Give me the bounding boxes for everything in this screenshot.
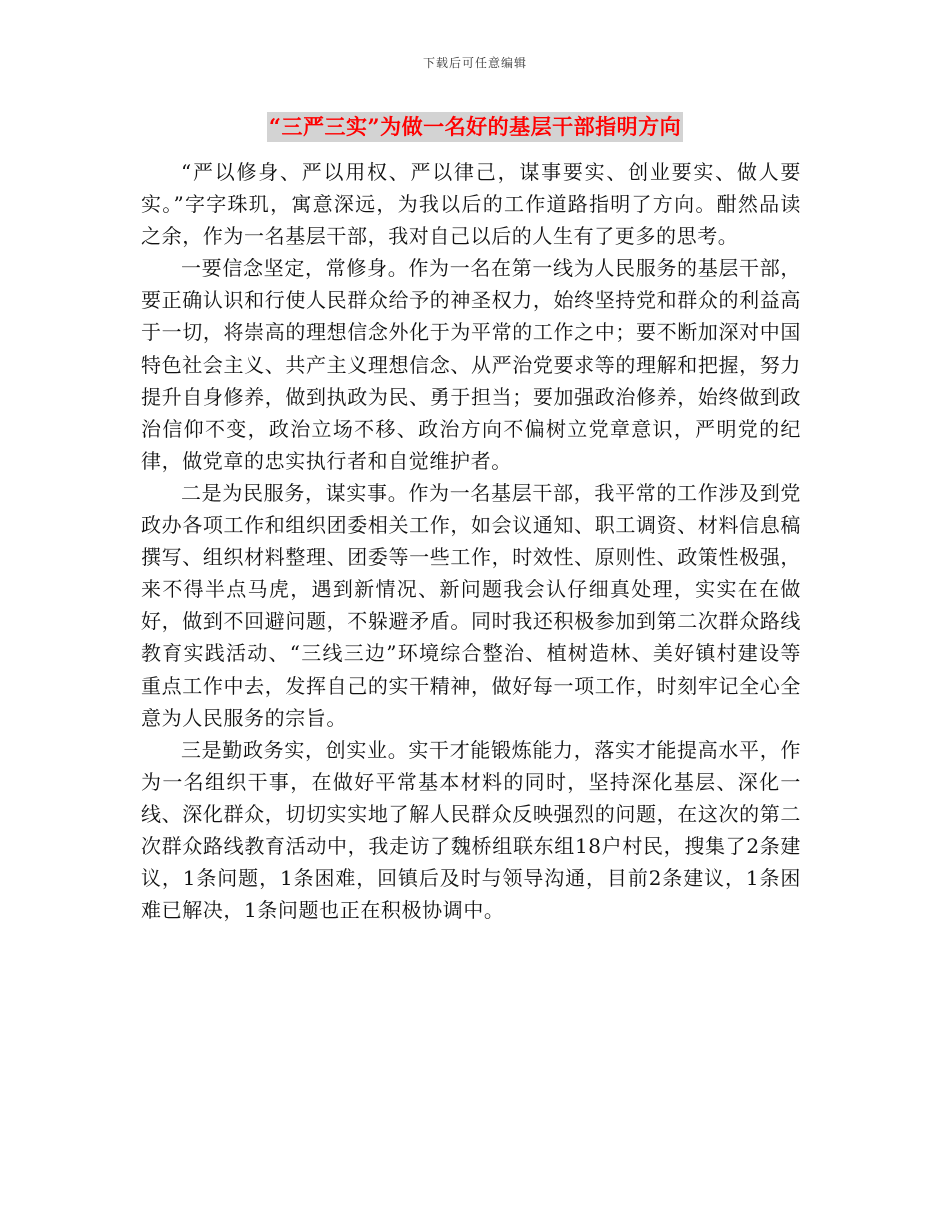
document-body xyxy=(141,156,801,926)
document-title: “三严三实”为做一名好的基层干部指明方向 xyxy=(267,112,683,142)
paragraph-second-point: 二是为民服务，谋实事。作为一名基层干部，我平常的工作涉及到党政办各项工作和组织团委相关工作，如会议通知、职工调资、材料信息稿撰写、组织材料整理、团委等一些工作，时效性、原则性、政策性极强，来不得半点马虎，遇到新情况、新问题我会认仔细真处理，实实在在做好，做到不回避问题，不躲避矛盾。同时我还积极参加到第二次群众路线教育实践活动、“三线三边”环境综合整治、植树造林、美好镇村建设等重点工作中去，发挥自己的实干精神，做好每一项工作，时刻牢记全心全意为人民服务的宗旨。 xyxy=(141,480,801,730)
paragraph-intro: “严以修身、严以用权、严以律己，谋事要实、创业要实、做人要实。”字字珠玑，寓意深远，为我以后的工作道路指明了方向。酣然品读之余，作为一名基层干部，我对自己以后的人生有了更多的思考。 xyxy=(141,160,801,249)
paragraph-first-point: 一要信念坚定，常修身。作为一名在第一线为人民服务的基层干部，要正确认识和行使人民群众给予的神圣权力，始终坚持党和群众的利益高于一切，将崇高的理想信念外化于为平常的工作之中；要不断加深对中国特色社会主义、共产主义理想信念、从严治党要求等的理解和把握，努力提升自身修养，做到执政为民、勇于担当；要加强政治修养，始终做到政治信仰不变，政治立场不移、政治方向不偏树立党章意识，严明党的纪律，做党章的忠实执行者和自觉维护者。 xyxy=(141,256,801,473)
paragraph-third-point: 三是勤政务实，创实业。实干才能锻炼能力，落实才能提高水平，作为一名组织干事，在做好平常基本材料的同时，坚持深化基层、深化一线、深化群众，切切实实地了解人民群众反映强烈的问题，在这次的第二次群众路线教育活动中，我走访了魏桥组联东组18户村民，搜集了2条建议，1条问题，1条困难，回镇后及时与领导沟通，目前2条建议，1条困难已解决，1条问题也正在积极协调中。 xyxy=(141,737,801,923)
header-note: 下载后可任意编辑 xyxy=(422,56,527,70)
title-container xyxy=(0,112,950,142)
